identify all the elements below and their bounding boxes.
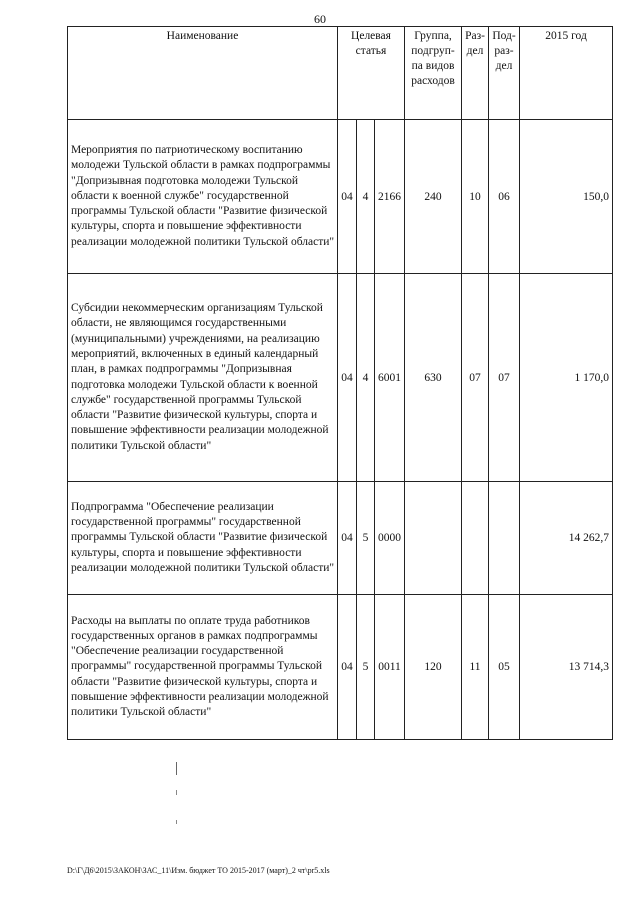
row-name: Мероприятия по патриотическому воспитанию молодежи Тульской области в рамках подпрограммы "Допризывная подготовка молодежи Тульской области к военной службе" государственной программы Тульской области "Развитие физической культуры, спорта и повышение эффективности реализации молодежной политики Тульской области" bbox=[68, 120, 338, 274]
row-name: Субсидии некоммерческим организациям Тульской области, не являющимся государственными (муниципальными) учреждениями, на реализацию мероприятий, включенных в единый календарный план, в рамках подпрограммы "Допризывная подготовка молодежи Тульской области к военной службе" государственной программы Тульской области "Развитие физической культуры, спорта и повышение эффективности реализации молодежной политики Тульской области" bbox=[68, 274, 338, 482]
header-section bbox=[462, 27, 489, 120]
row-target-code-3: 6001 bbox=[375, 274, 405, 482]
row-target-code-1: 04 bbox=[338, 482, 357, 595]
table-row bbox=[68, 274, 613, 482]
budget-table bbox=[67, 26, 613, 740]
row-amount: 150,0 bbox=[520, 120, 613, 274]
header-subsection bbox=[489, 27, 520, 120]
header-target bbox=[338, 27, 405, 120]
page-number: 60 bbox=[314, 12, 326, 26]
table-row bbox=[68, 120, 613, 274]
row-subsection: 07 bbox=[489, 274, 520, 482]
row-target-code-2: 4 bbox=[357, 274, 375, 482]
row-amount: 13 714,3 bbox=[520, 595, 613, 740]
row-subsection bbox=[489, 482, 520, 595]
row-target-code-3: 2166 bbox=[375, 120, 405, 274]
row-section: 10 bbox=[462, 120, 489, 274]
row-group: 240 bbox=[405, 120, 462, 274]
header-group-text: Группа, подгруп- па видов расходов bbox=[411, 30, 455, 87]
row-target-code-3: 0000 bbox=[375, 482, 405, 595]
header-target-text: Целевая статья bbox=[351, 30, 391, 57]
row-group: 630 bbox=[405, 274, 462, 482]
table-header-row bbox=[68, 27, 613, 120]
header-year: 2015 год bbox=[520, 27, 613, 120]
file-path-footer: D:\Г\Д6\2015\ЗАКОН\ЗАС_11\Изм. бюджет ТО 2015-2017 (март)_2 чт\pr5.xls bbox=[67, 866, 330, 875]
row-target-code-2: 4 bbox=[357, 120, 375, 274]
margin-tick bbox=[176, 790, 177, 795]
margin-tick bbox=[176, 820, 177, 824]
row-amount: 1 170,0 bbox=[520, 274, 613, 482]
row-target-code-1: 04 bbox=[338, 595, 357, 740]
row-group: 120 bbox=[405, 595, 462, 740]
row-subsection: 06 bbox=[489, 120, 520, 274]
row-section bbox=[462, 482, 489, 595]
table-row bbox=[68, 482, 613, 595]
table-row bbox=[68, 595, 613, 740]
row-section: 07 bbox=[462, 274, 489, 482]
row-target-code-1: 04 bbox=[338, 120, 357, 274]
row-amount: 14 262,7 bbox=[520, 482, 613, 595]
row-group bbox=[405, 482, 462, 595]
row-target-code-3: 0011 bbox=[375, 595, 405, 740]
margin-tick bbox=[176, 762, 177, 775]
row-name: Подпрограмма "Обеспечение реализации государственной программы" государственной программы Тульской области "Развитие физической культуры, спорта и повышение эффективности реализации молодежной политики Тульской области" bbox=[68, 482, 338, 595]
header-section-text: Раз- дел bbox=[465, 30, 485, 57]
header-name: Наименование bbox=[68, 27, 338, 120]
row-subsection: 05 bbox=[489, 595, 520, 740]
header-subsection-text: Под- раз- дел bbox=[492, 30, 516, 72]
row-target-code-2: 5 bbox=[357, 482, 375, 595]
header-group bbox=[405, 27, 462, 120]
row-section: 11 bbox=[462, 595, 489, 740]
row-name: Расходы на выплаты по оплате труда работников государственных органов в рамках подпрограммы "Обеспечение реализации государственной программы" государственной программы Тульской области "Развитие физической культуры, спорта и повышение эффективности реализации молодежной политики Тульской области" bbox=[68, 595, 338, 740]
row-target-code-2: 5 bbox=[357, 595, 375, 740]
row-target-code-1: 04 bbox=[338, 274, 357, 482]
